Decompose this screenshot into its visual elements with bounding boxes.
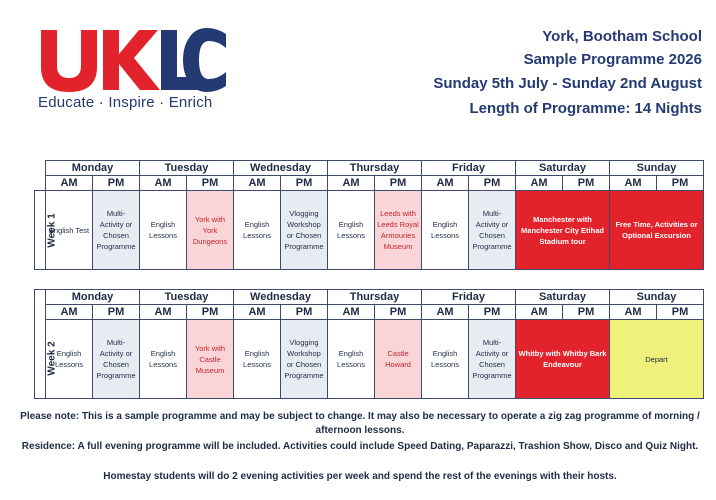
am-header: AM: [610, 176, 657, 191]
thursday-am: English Lessons: [328, 320, 375, 399]
pm-header: PM: [375, 305, 422, 320]
am-header: AM: [422, 176, 469, 191]
day-header: Monday: [46, 290, 140, 305]
note-sample-programme: Please note: This is a sample programme and may be subject to change. It may also be necessary to operate a zig zag programme of morning / afternoon lessons.: [20, 411, 700, 436]
friday-am: English Lessons: [422, 191, 469, 270]
day-header: Friday: [422, 290, 516, 305]
day-header: Wednesday: [234, 161, 328, 176]
thursday-am: English Lessons: [328, 191, 375, 270]
pm-header: PM: [281, 176, 328, 191]
note-homestay: Homestay students will do 2 evening activities per week and spend the rest of the evenings with their hosts.: [103, 471, 617, 482]
day-header: Thursday: [328, 290, 422, 305]
corner: [35, 290, 46, 305]
week-label: Week 2: [35, 320, 46, 399]
day-header: Wednesday: [234, 290, 328, 305]
friday-pm: Multi-Activity or Chosen Programme: [469, 191, 516, 270]
day-header: Tuesday: [140, 161, 234, 176]
week-label: Week 1: [35, 191, 46, 270]
saturday-full-day: Whitby with Whitby Bark Endeavour: [516, 320, 610, 399]
day-header: Saturday: [516, 161, 610, 176]
pm-header: PM: [281, 305, 328, 320]
day-header: Thursday: [328, 161, 422, 176]
pm-header: PM: [187, 176, 234, 191]
pm-header: PM: [469, 305, 516, 320]
corner: [35, 305, 46, 320]
programme-length: Length of Programme: 14 Nights: [469, 100, 702, 117]
wednesday-am: English Lessons: [234, 320, 281, 399]
note-residence: Residence: A full evening programme will be included. Activities could include Speed Dating, Paparazzi, Trashion Show, Disco and Quiz Night.: [21, 441, 699, 452]
week-2-timetable: [34, 289, 704, 399]
tuesday-am: English Lessons: [140, 191, 187, 270]
am-header: AM: [234, 305, 281, 320]
pm-header: PM: [469, 176, 516, 191]
pm-header: PM: [657, 305, 704, 320]
pm-header: PM: [93, 305, 140, 320]
programme-title: Sample Programme 2026: [523, 51, 702, 68]
wednesday-pm: Vlogging Workshop or Chosen Programme: [281, 320, 328, 399]
am-header: AM: [46, 176, 93, 191]
corner: [35, 161, 46, 191]
pm-header: PM: [563, 176, 610, 191]
am-header: AM: [610, 305, 657, 320]
monday-pm: Multi-Activity or Chosen Programme: [93, 320, 140, 399]
day-header: Sunday: [610, 161, 704, 176]
am-header: AM: [140, 176, 187, 191]
pm-header: PM: [187, 305, 234, 320]
am-header: AM: [140, 305, 187, 320]
am-header: AM: [46, 305, 93, 320]
tuesday-am: English Lessons: [140, 320, 187, 399]
am-header: AM: [328, 176, 375, 191]
am-header: AM: [516, 305, 563, 320]
day-header: Sunday: [610, 290, 704, 305]
day-header: Tuesday: [140, 290, 234, 305]
thursday-pm: Leeds with Leeds Royal Armouries Museum: [375, 191, 422, 270]
pm-header: PM: [375, 176, 422, 191]
day-header: Saturday: [516, 290, 610, 305]
week-1-timetable: [34, 160, 704, 270]
monday-am: English Lessons: [46, 320, 93, 399]
pm-header: PM: [657, 176, 704, 191]
am-header: AM: [328, 305, 375, 320]
day-header: Friday: [422, 161, 516, 176]
saturday-full-day: Manchester with Manchester City Etihad Stadium tour: [516, 191, 610, 270]
monday-pm: Multi-Activity or Chosen Programme: [93, 191, 140, 270]
tuesday-pm: York with Castle Museum: [187, 320, 234, 399]
tagline: Educate · Inspire · Enrich: [38, 94, 213, 111]
wednesday-am: English Lessons: [234, 191, 281, 270]
am-header: AM: [234, 176, 281, 191]
friday-pm: Multi-Activity or Chosen Programme: [469, 320, 516, 399]
wednesday-pm: Vlogging Workshop or Chosen Programme: [281, 191, 328, 270]
sunday-full-day: Depart: [610, 320, 704, 399]
programme-dates: Sunday 5th July - Sunday 2nd August: [433, 75, 702, 92]
day-header: Monday: [46, 161, 140, 176]
am-header: AM: [422, 305, 469, 320]
tuesday-pm: York with York Dungeons: [187, 191, 234, 270]
pm-header: PM: [563, 305, 610, 320]
monday-am: English Test: [46, 191, 93, 270]
am-header: AM: [516, 176, 563, 191]
thursday-pm: Castle Howard: [375, 320, 422, 399]
pm-header: PM: [93, 176, 140, 191]
friday-am: English Lessons: [422, 320, 469, 399]
school-name: York, Bootham School: [542, 28, 702, 45]
sunday-full-day: Free Time, Activities or Optional Excursion: [610, 191, 704, 270]
